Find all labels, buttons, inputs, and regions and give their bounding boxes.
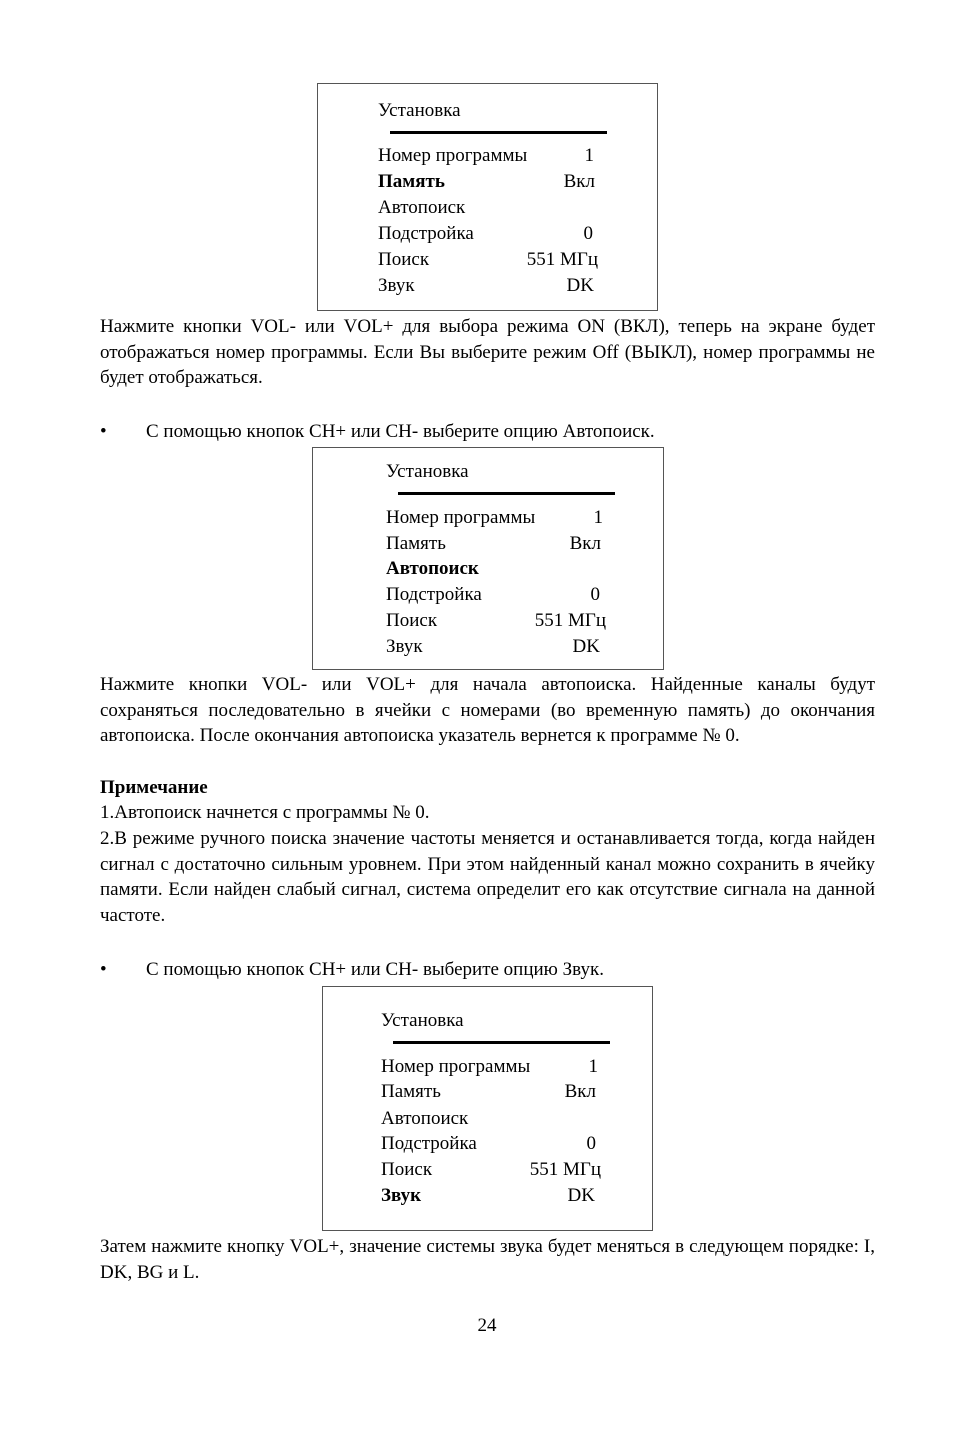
row-label: Звук [381,1185,422,1206]
row-label: Автопоиск [381,1108,469,1129]
row-value: 551 МГц [534,610,606,631]
row-value: 1 [593,507,603,528]
row-value: 0 [583,223,593,244]
menu-row-search [386,608,606,634]
row-value: 0 [586,1133,596,1154]
menu-title: Установка [378,100,461,121]
setup-menu-1 [317,83,658,311]
row-value: Вкл [569,533,601,554]
row-label: Звук [378,275,415,296]
bullet-icon: • [100,959,107,980]
row-label: Память [381,1081,441,1102]
bullet-text: С помощью кнопок CH+ или CH- выберите опцию Автопоиск. [146,421,655,442]
row-label: Поиск [386,610,438,631]
row-label: Поиск [378,249,430,270]
menu-row-memory [381,1079,601,1105]
setup-menu-3 [322,986,653,1231]
row-label: Звук [386,636,423,657]
row-value: Вкл [563,171,595,192]
menu-row-search [381,1157,601,1183]
paragraph-memory: Нажмите кнопки VOL- или VOL+ для выбора режима ON (ВКЛ), теперь на экране будет отображаться номер программы. Если Вы выберите режим Off (ВЫКЛ), номер программы не будет отображаться. [100,316,875,388]
menu-row-memory [378,169,598,195]
row-value: DK [567,1185,595,1206]
row-label: Подстройка [381,1133,477,1154]
menu-row-fine-tune [378,221,598,247]
row-value: Вкл [564,1081,596,1102]
paragraph-autosearch: Нажмите кнопки VOL- или VOL+ для начала автопоиска. Найденные каналы будут сохраняться последовательно в ячейки с номерами (во временную память) до окончания автопоиска. После окончания автопоиска указатель вернется к программе № 0. [100,674,875,746]
row-value: DK [566,275,594,296]
menu-divider [398,492,615,495]
row-label: Автопоиск [378,197,466,218]
menu-row-search [378,247,598,273]
paragraph-sound: Затем нажмите кнопку VOL+, значение системы звука будет меняться в следующем порядке: I, DK, BG и L. [100,1236,875,1283]
menu-row-sound [386,634,606,660]
menu-row-sound [378,273,598,299]
row-label: Поиск [381,1159,433,1180]
row-label: Номер программы [386,507,536,528]
menu-row-autosearch [378,195,598,221]
note-title: Примечание [100,777,208,798]
menu-row-fine-tune [386,582,606,608]
menu-row-autosearch [386,556,606,582]
menu-row-program-number [378,143,598,169]
note-item-2: 2.В режиме ручного поиска значение частоты меняется и останавливается тогда, когда найден сигнал с достаточно сильным уровнем. При этом найденный канал можно сохранить в ячейку памяти. Если найден слабый сигнал, система определит его как отсутствие сигнала на данной частоте. [100,828,875,926]
row-label: Подстройка [386,584,482,605]
row-value: 551 МГц [526,249,598,270]
row-value: DK [572,636,600,657]
note-item-1: 1.Автопоиск начнется с программы № 0. [100,802,430,823]
row-label: Память [386,533,446,554]
menu-row-fine-tune [381,1131,601,1157]
row-label: Память [378,171,445,192]
menu-row-sound [381,1183,601,1209]
menu-row-memory [386,531,606,557]
row-label: Номер программы [378,145,528,166]
bullet-text: С помощью кнопок CH+ или CH- выберите опцию Звук. [146,959,604,980]
menu-title: Установка [386,461,469,482]
menu-divider [393,1041,610,1044]
setup-menu-2 [312,447,664,670]
row-label: Подстройка [378,223,474,244]
row-label: Автопоиск [386,558,479,579]
menu-row-program-number [381,1054,601,1080]
row-label: Номер программы [381,1056,531,1077]
menu-row-autosearch [381,1106,601,1132]
row-value: 551 МГц [529,1159,601,1180]
row-value: 1 [588,1056,598,1077]
menu-row-program-number [386,505,606,531]
page-number: 24 [477,1315,497,1336]
menu-divider [390,131,607,134]
bullet-icon: • [100,421,107,442]
menu-title: Установка [381,1010,464,1031]
row-value: 0 [590,584,600,605]
row-value: 1 [584,145,594,166]
